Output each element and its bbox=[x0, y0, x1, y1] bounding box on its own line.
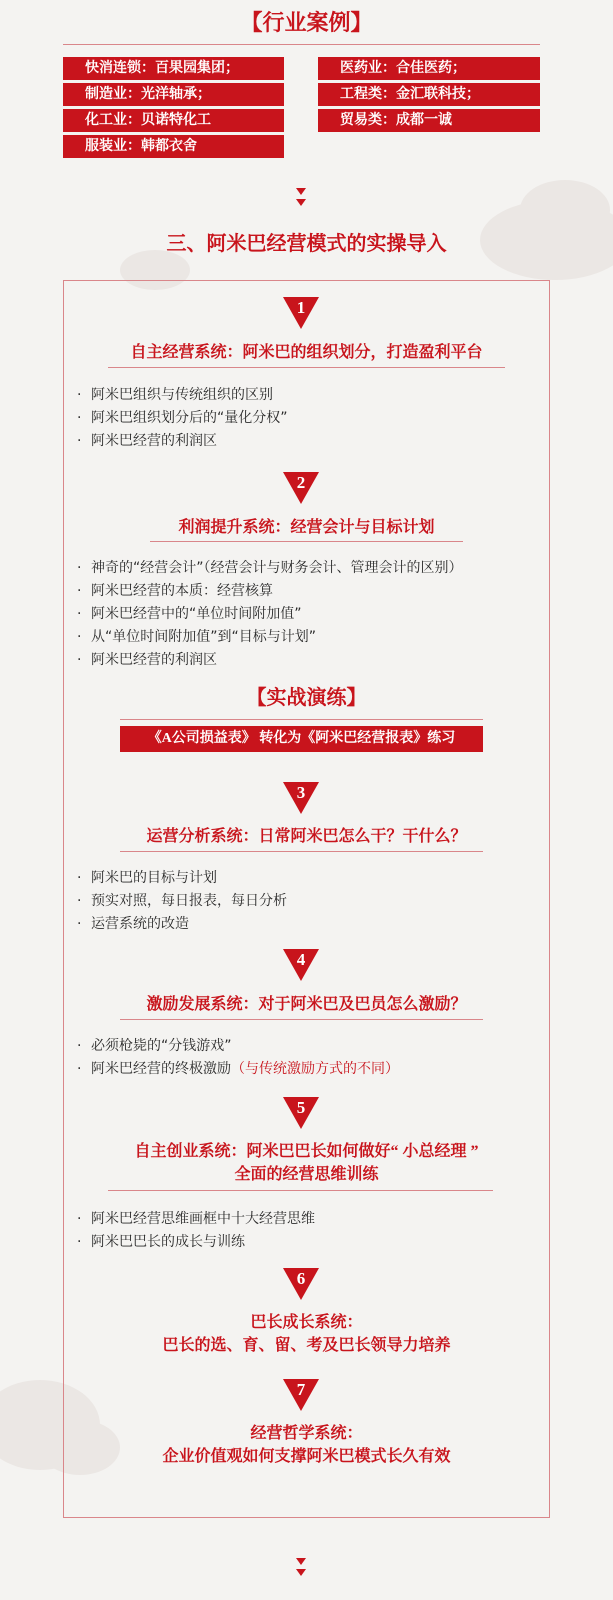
number-label: 5 bbox=[296, 1098, 306, 1117]
system-rule bbox=[120, 1019, 483, 1020]
list-item: · 阿米巴经营的利润区 bbox=[77, 433, 217, 449]
system-title: 激励发展系统：对于阿米巴及巴员怎么激励？ bbox=[146, 996, 467, 1013]
arrow-down-icon bbox=[296, 188, 306, 195]
number-label: 3 bbox=[296, 783, 306, 802]
number-label: 4 bbox=[296, 950, 306, 969]
list-item: · 阿米巴的目标与计划 bbox=[77, 870, 217, 886]
arrow-down-icon bbox=[296, 1569, 306, 1576]
industry-tag: 制造业：光洋轴承； bbox=[63, 83, 284, 106]
system-title: 运营分析系统：日常阿米巴怎么干？干什么？ bbox=[146, 828, 467, 845]
system-rule bbox=[108, 1190, 493, 1191]
list-item: · 阿米巴经营的终极激励（与传统激励方式的不同） bbox=[77, 1061, 399, 1077]
system-title: 利润提升系统：经营会计与目标计划 bbox=[178, 519, 435, 536]
practice-title: 【实战演练】 bbox=[246, 687, 367, 709]
industry-tag: 医药业：合佳医药； bbox=[318, 57, 540, 80]
industry-tag: 贸易类：成都一诚 bbox=[318, 109, 540, 132]
arrow-down-icon bbox=[296, 199, 306, 206]
list-item: · 从“单位时间附加值”到“目标与计划” bbox=[77, 629, 317, 645]
list-item: · 阿米巴组织与传统组织的区别 bbox=[77, 387, 273, 403]
system-rule bbox=[120, 851, 483, 852]
list-item: · 阿米巴经营中的“单位时间附加值” bbox=[77, 606, 302, 622]
industry-title: 【行业案例】 bbox=[240, 10, 373, 35]
list-item: · 预实对照，每日报表，每日分析 bbox=[77, 893, 287, 909]
number-label: 6 bbox=[296, 1269, 306, 1288]
practice-rule bbox=[120, 719, 483, 720]
system-subtitle: 企业价值观如何支撑阿米巴模式长久有效 bbox=[162, 1448, 451, 1465]
list-item: · 阿米巴组织划分后的“量化分权” bbox=[77, 410, 288, 426]
practice-banner: 《A公司损益表》 转化为《阿米巴经营报表》练习 bbox=[120, 726, 483, 752]
list-item: · 必须枪毙的“分钱游戏” bbox=[77, 1038, 232, 1054]
list-item: · 阿米巴经营的利润区 bbox=[77, 652, 217, 668]
number-label: 1 bbox=[296, 298, 306, 317]
list-item: · 阿米巴经营的本质：经营核算 bbox=[77, 583, 273, 599]
system-title: 自主经营系统：阿米巴的组织划分，打造盈利平台 bbox=[130, 344, 483, 361]
number-label: 7 bbox=[296, 1380, 306, 1399]
section-title: 三、阿米巴经营模式的实操导入 bbox=[166, 233, 447, 255]
arrow-down-icon bbox=[296, 1558, 306, 1565]
list-item: · 运营系统的改造 bbox=[77, 916, 189, 932]
industry-tag: 工程类：金汇联科技； bbox=[318, 83, 540, 106]
system-title: 自主创业系统：阿米巴巴长如何做好“ 小总经理 ” bbox=[134, 1143, 479, 1160]
system-title: 巴长成长系统： bbox=[250, 1314, 363, 1331]
number-label: 2 bbox=[296, 473, 306, 492]
list-item: · 阿米巴经营思维画框中十大经营思维 bbox=[77, 1211, 315, 1227]
system-subtitle: 巴长的选、育、留、考及巴长领导力培养 bbox=[162, 1337, 451, 1354]
list-item: · 阿米巴巴长的成长与训练 bbox=[77, 1234, 245, 1250]
system-rule bbox=[108, 367, 505, 368]
list-item: · 神奇的“经营会计”（经营会计与财务会计、管理会计的区别） bbox=[77, 560, 463, 576]
industry-rule bbox=[63, 44, 540, 45]
system-title: 经营哲学系统： bbox=[250, 1425, 363, 1442]
industry-tag: 服装业：韩都衣舍 bbox=[63, 135, 284, 158]
system-rule bbox=[150, 541, 463, 542]
industry-tag: 化工业：贝诺特化工 bbox=[63, 109, 284, 132]
system-subtitle: 全面的经营思维训练 bbox=[234, 1166, 379, 1183]
industry-tag: 快消连锁：百果园集团； bbox=[63, 57, 284, 80]
